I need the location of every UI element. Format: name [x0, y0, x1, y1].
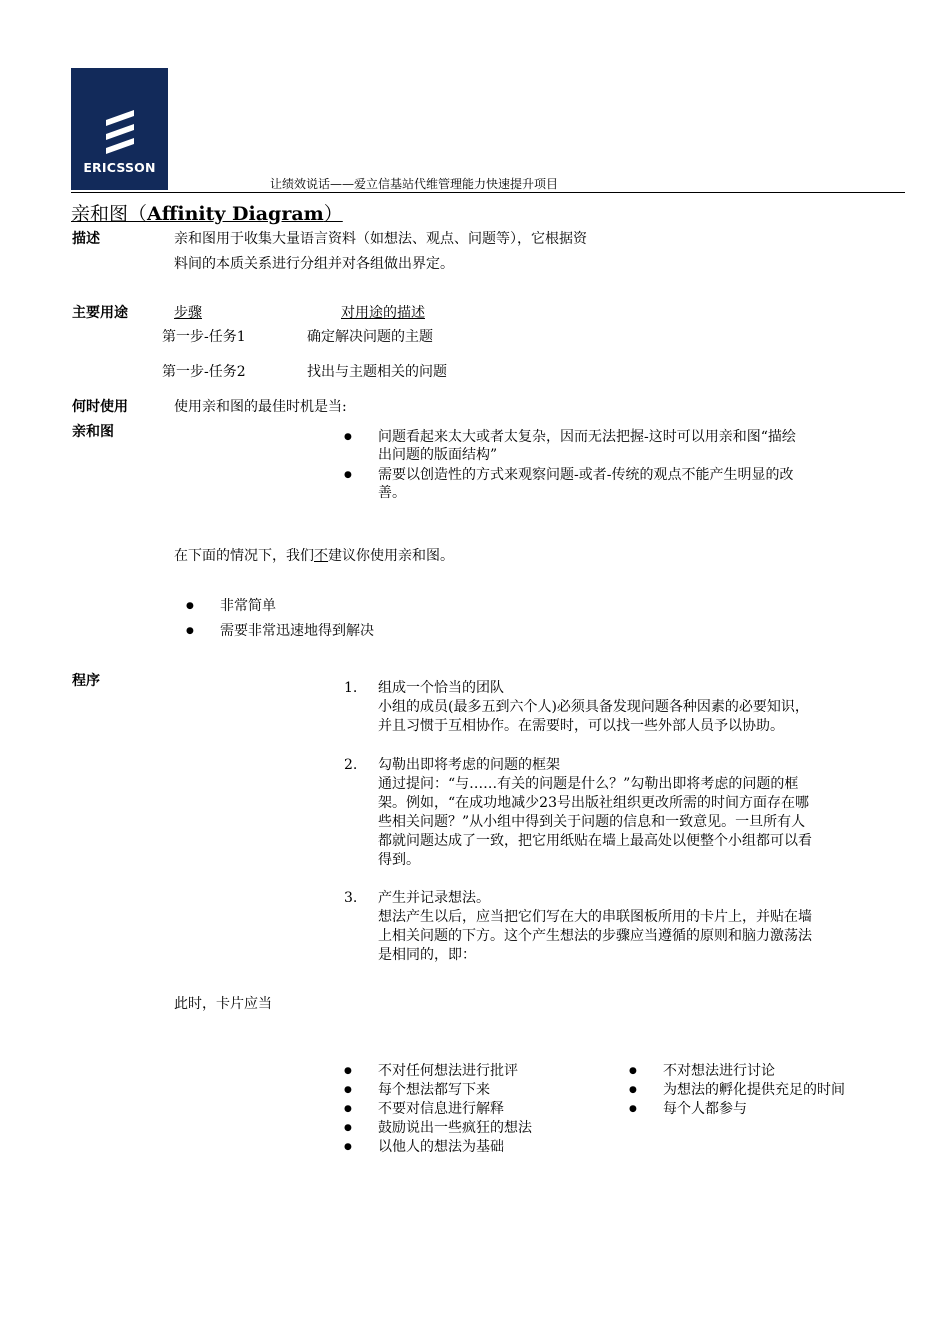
- step-1-line-1: 组成一个恰当的团队: [378, 680, 504, 696]
- when-not-pre: 在下面的情况下，我们: [174, 548, 314, 564]
- bullet-icon: ●: [629, 1085, 637, 1095]
- when-intro: 使用亲和图的最佳时机是当:: [174, 399, 347, 415]
- uses-col-step: 步骤: [174, 305, 202, 321]
- uses-row-1-desc: 确定解决问题的主题: [307, 329, 433, 345]
- cards-intro: 此时，卡片应当: [174, 996, 272, 1012]
- when-bullet-2-line-2: 善。: [378, 485, 406, 501]
- running-header: 让绩效说话——爱立信基站代维管理能力快速提升项目: [270, 177, 559, 191]
- step-2-line-5: 都就问题达成了一致，把它用纸贴在墙上最高处以便整个小组都可以看: [378, 833, 812, 849]
- step-2-line-6: 得到。: [378, 852, 420, 868]
- when-label-line-1: 何时使用: [72, 399, 128, 415]
- bullet-icon: ●: [344, 1142, 352, 1152]
- step-1-line-3: 并且习惯于互相协作。在需要时，可以找一些外部人员予以协助。: [378, 718, 784, 734]
- step-2-number: 2.: [344, 757, 358, 773]
- bullet-icon: ●: [344, 432, 352, 442]
- description-label: 描述: [72, 231, 100, 247]
- when-not-post: 建议你使用亲和图。: [328, 548, 454, 564]
- ericsson-stripes-icon: [102, 110, 138, 154]
- bullet-icon: ●: [344, 470, 352, 480]
- when-bullet-1-line-1: 问题看起来太大或者太复杂，因而无法把握-这时可以用亲和图“描绘: [378, 429, 796, 445]
- header-divider: [71, 192, 905, 193]
- when-not-sentence: [174, 546, 454, 566]
- bullet-icon: ●: [629, 1066, 637, 1076]
- step-2-line-1: 勾勒出即将考虑的问题的框架: [378, 757, 560, 773]
- step-3-line-3: 上相关问题的下方。这个产生想法的步骤应当遵循的原则和脑力激荡法: [378, 928, 812, 944]
- bullet-icon: ●: [629, 1104, 637, 1114]
- card-rule-left-1: 不对任何想法进行批评: [378, 1063, 518, 1079]
- bullet-icon: ●: [186, 601, 194, 611]
- card-rule-left-4: 鼓励说出一些疯狂的想法: [378, 1120, 532, 1136]
- when-bullet-2-line-1: 需要以创造性的方式来观察问题-或者-传统的观点不能产生明显的改: [378, 467, 794, 483]
- uses-col-desc: 对用途的描述: [341, 305, 425, 321]
- bullet-icon: ●: [344, 1066, 352, 1076]
- title-english: Affinity Diagram: [147, 203, 324, 225]
- when-bullet-1-line-2: 出问题的版面结构”: [378, 447, 498, 463]
- logo-wordmark: ERICSSON: [83, 160, 156, 175]
- card-rule-right-2: 为想法的孵化提供充足的时间: [663, 1082, 845, 1098]
- card-rule-left-5: 以他人的想法为基础: [378, 1139, 504, 1155]
- card-rule-left-3: 不要对信息进行解释: [378, 1101, 504, 1117]
- when-not-word: 不: [314, 548, 328, 564]
- card-rule-left-2: 每个想法都写下来: [378, 1082, 490, 1098]
- card-rule-right-3: 每个人都参与: [663, 1101, 747, 1117]
- procedure-label: 程序: [72, 673, 100, 689]
- step-3-number: 3.: [344, 890, 358, 906]
- bullet-icon: ●: [344, 1104, 352, 1114]
- description-line-1: 亲和图用于收集大量语言资料（如想法、观点、问题等），它根据资: [174, 231, 587, 247]
- step-2-line-2: 通过提问：“与……有关的问题是什么？”勾勒出即将考虑的问题的框: [378, 776, 799, 792]
- when-label-line-2: 亲和图: [72, 424, 114, 440]
- bullet-icon: ●: [344, 1123, 352, 1133]
- card-rule-right-1: 不对想法进行讨论: [663, 1063, 775, 1079]
- bullet-icon: ●: [186, 626, 194, 636]
- uses-label: 主要用途: [72, 305, 128, 321]
- step-3-line-4: 是相同的，即：: [378, 947, 476, 963]
- step-2-line-3: 架。例如，“在成功地减少23号出版社组织更改所需的时间方面存在哪: [378, 795, 809, 811]
- uses-row-2-step: 第一步-任务2: [162, 364, 246, 380]
- bullet-icon: ●: [344, 1085, 352, 1095]
- description-line-2: 料间的本质关系进行分组并对各组做出界定。: [174, 256, 454, 272]
- step-1-line-2: 小组的成员(最多五到六个人)必须具备发现问题各种因素的必要知识，: [378, 699, 809, 715]
- title-close: ）: [323, 203, 343, 225]
- uses-row-2-desc: 找出与主题相关的问题: [307, 364, 447, 380]
- step-2-line-4: 些相关问题？”从小组中得到关于问题的信息和一致意见。一旦所有人: [378, 814, 806, 830]
- when-not-bullet-2: 需要非常迅速地得到解决: [220, 623, 374, 639]
- uses-row-1-step: 第一步-任务1: [162, 329, 246, 345]
- step-1-number: 1.: [344, 680, 358, 696]
- when-not-bullet-1: 非常简单: [220, 598, 276, 614]
- title-chinese: 亲和图（: [71, 203, 148, 225]
- step-3-line-2: 想法产生以后，应当把它们写在大的串联图板所用的卡片上，并贴在墙: [378, 909, 812, 925]
- ericsson-logo: [71, 68, 168, 190]
- page-title: [71, 201, 343, 227]
- step-3-line-1: 产生并记录想法。: [378, 890, 490, 906]
